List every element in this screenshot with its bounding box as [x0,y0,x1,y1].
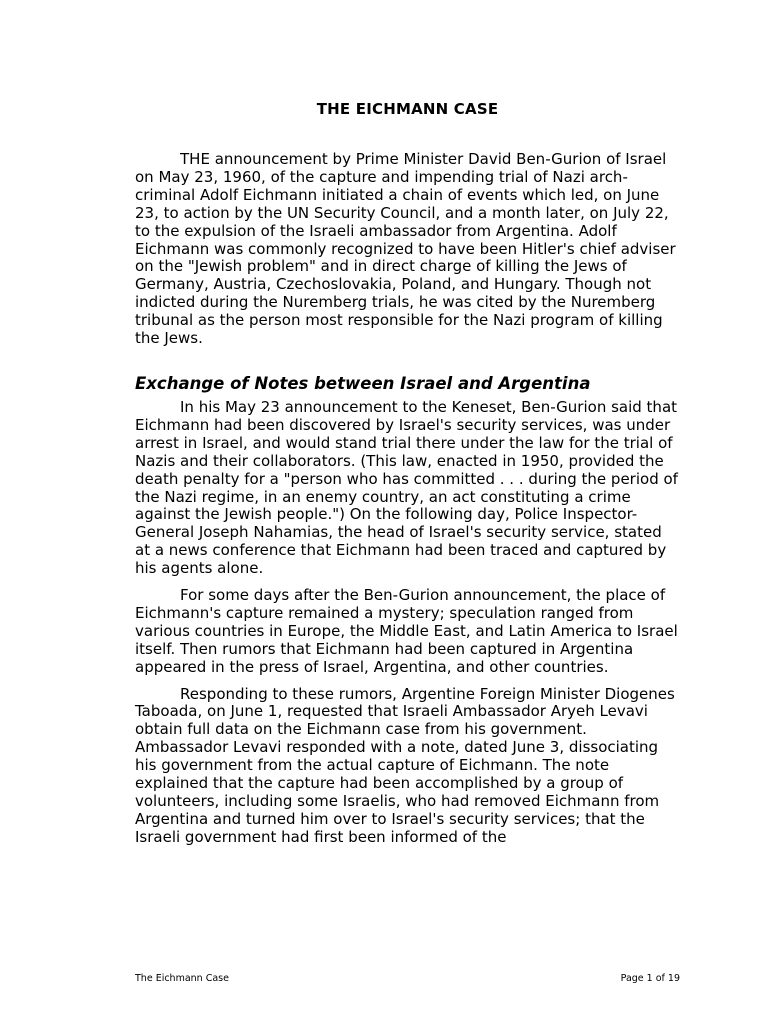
body-paragraph: Responding to these rumors, Argentine Foreign Minister Diogenes Taboada, on June 1, requested that Israeli Ambassador Aryeh Levavi obtain full data on the Eichmann case from his government. Ambassador Levavi responded with a note, dated June 3, dissociating his government from the actual capture of Eichmann. The note explained that the capture had been accomplished by a group of volunteers, including some Israelis, who had removed Eichmann from Argentina and turned him over to Israel's security services; that the Israeli government had first been informed of the [135,684,675,846]
body-paragraph: In his May 23 announcement to the Keneset, Ben-Gurion said that Eichmann had been discovered by Israel's security services, was under arrest in Israel, and would stand trial there under the law for the trial of Nazis and their collaborators. (This law, enacted in 1950, provided the death penalty for a "person who has committed . . . during the period of the Nazi regime, in an enemy country, an act constituting a crime against the Jewish people.") On the following day, Police Inspector-General Joseph Nahamias, the head of Israel's security service, stated at a news conference that Eichmann had been traced and captured by his agents alone. [135,397,678,578]
body-paragraph: For some days after the Ben-Gurion announcement, the place of Eichmann's capture remained a mystery; speculation ranged from various countries in Europe, the Middle East, and Latin America to Israel itself. Then rumors that Eichmann had been captured in Argentina appeared in the press of Israel, Argentina, and other countries. [135,586,678,676]
page-title: THE EICHMANN CASE [316,100,499,118]
section-heading: Exchange of Notes between Israel and Argentina [135,373,591,393]
intro-paragraph: THE announcement by Prime Minister David Ben-Gurion of Israel on May 23, 1960, of the capture and impending trial of Nazi arch-criminal Adolf Eichmann initiated a chain of events which led, on June 23, to action by the UN Security Council, and a month later, on July 22, to the expulsion of the Israeli ambassador from Argentina. Adolf Eichmann was commonly recognized to have been Hitler's chief adviser on the "Jewish problem" and in direct charge of killing the Jews of Germany, Austria, Czechoslovakia, Poland, and Hungary. Though not indicted during the Nuremberg trials, he was cited by the Nuremberg tribunal as the person most responsible for the Nazi program of killing the Jews. [135,150,676,348]
footer-document-title: The Eichmann Case [135,973,229,984]
document-body [135,100,680,847]
footer-page-number: Page 1 of 19 [620,973,680,984]
